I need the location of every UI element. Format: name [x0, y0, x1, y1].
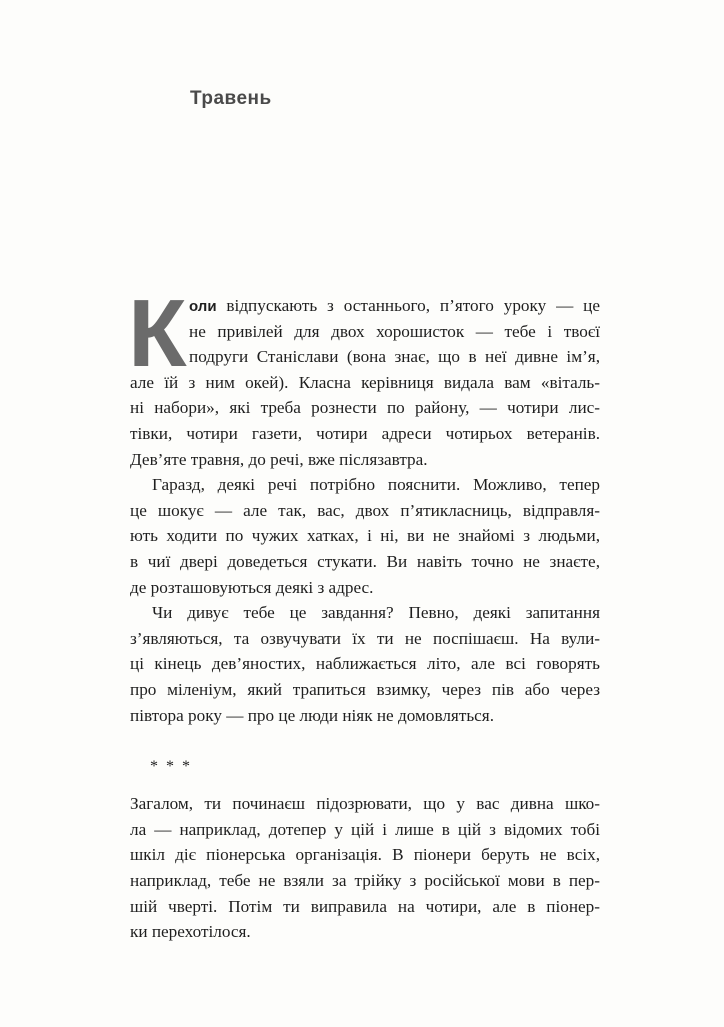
- text-line: де розташовуються деякі з адрес.: [130, 577, 374, 597]
- text-line: шкіл діє піонерська організація. В піонери беруть не всіх,: [130, 845, 600, 865]
- text-line: шій чверті. Потім ти виправила на чотири, але в піонер-: [130, 896, 600, 916]
- text-line: наприклад, тебе не взяли за трійку з російської мови в пер-: [130, 871, 600, 891]
- text-line: ки перехотілося.: [130, 922, 251, 942]
- text-line: Гаразд, деякі речі потрібно пояснити. Можливо, тепер: [152, 475, 600, 495]
- text-line: подруги Станіслави (вона знає, що в неї дивне ім’я,: [189, 347, 600, 367]
- text-line: ні набори», які треба рознести по району, — чотири лис-: [130, 398, 600, 418]
- drop-cap: К: [128, 280, 187, 387]
- lead-word: оли: [189, 298, 217, 315]
- text-line: це шокує — але так, вас, двох п’ятикласниць, відправля-: [130, 500, 600, 520]
- text-line: про міленіум, який трапиться взимку, через пів або через: [130, 679, 600, 699]
- text-line: Чи дивує тебе це завдання? Певно, деякі запитання: [152, 603, 600, 623]
- paragraph-3: [130, 600, 600, 728]
- paragraph-2: [130, 472, 600, 600]
- paragraph-4: [130, 791, 600, 945]
- body-text: [128, 280, 600, 945]
- text-line: ють ходити по чужих хатках, і ні, ви не знайомі з людьми,: [130, 526, 600, 546]
- paragraph-1: [128, 280, 600, 472]
- chapter-title: Травень: [190, 88, 272, 109]
- text-line: з’являються, та озвучувати їх ти не поспішаєш. На вули-: [130, 628, 600, 648]
- text-line: в чиї двері доведеться стукати. Ви навіть точно не знаєте,: [130, 551, 600, 571]
- text-line: Дев’яте травня, до речі, вже післязавтра.: [130, 449, 428, 469]
- text-line: ла — наприклад, дотепер у цій і лише в цій з відомих тобі: [130, 819, 600, 839]
- text-line: не привілей для двох хорошисток — тебе і твоєї: [189, 321, 600, 341]
- text-line: Загалом, ти починаєш підозрювати, що у вас дивна шко-: [130, 794, 600, 814]
- section-break: * * *: [150, 757, 192, 775]
- text-line: ці кінець дев’яностих, наближається літо, але всі говорять: [130, 654, 600, 674]
- text-line: тівки, чотири газети, чотири адреси чотирьох ветеранів.: [130, 423, 600, 443]
- text-line: оли відпускають з останнього, п’ятого уроку — це: [189, 296, 600, 315]
- text-line: але їй з ним окей). Класна керівниця видала вам «віталь-: [130, 372, 600, 392]
- text-line: півтора року — про це люди ніяк не домовляться.: [130, 705, 494, 725]
